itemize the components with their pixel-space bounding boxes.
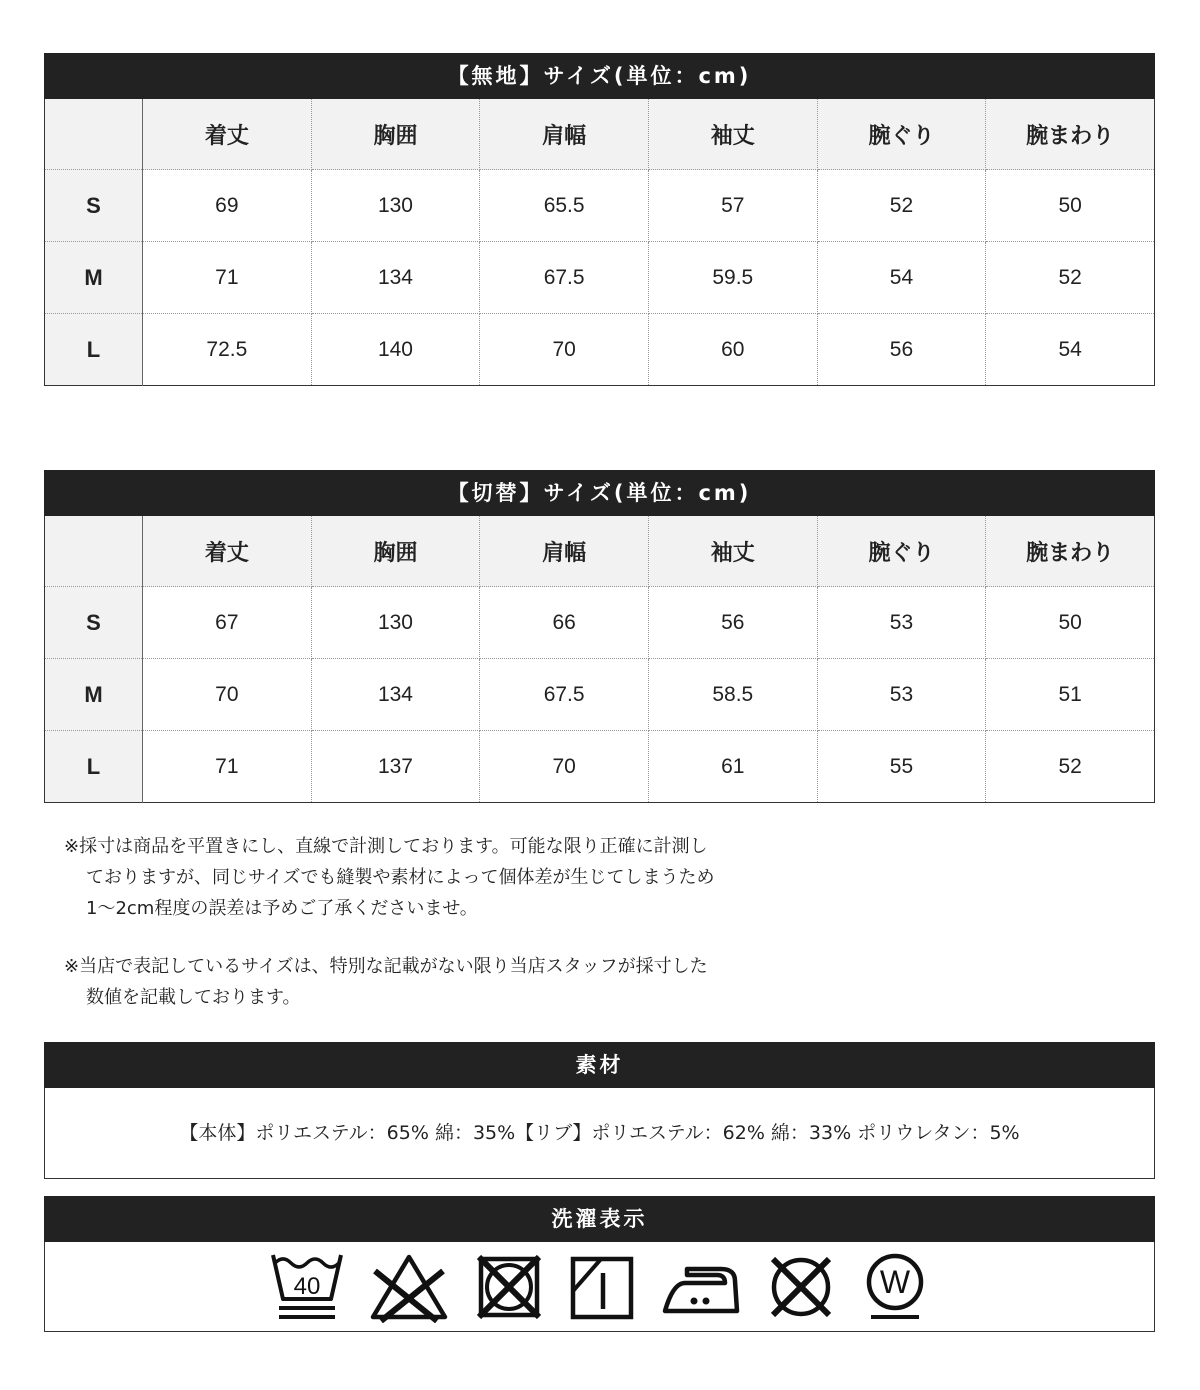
header-cell: 腕ぐり [817, 99, 986, 170]
size-label-cell: M [45, 659, 143, 731]
note-line: ※採寸は商品を平置きにし、直線で計測しております。可能な限り正確に計測し [64, 836, 708, 857]
no-bleach-icon [367, 1251, 451, 1323]
value-cell: 130 [311, 170, 480, 242]
value-cell: 59.5 [648, 242, 817, 314]
size-label-cell: M [45, 242, 143, 314]
value-cell: 54 [817, 242, 986, 314]
value-cell: 134 [311, 659, 480, 731]
value-cell: 56 [648, 587, 817, 659]
value-cell: 70 [480, 731, 649, 803]
table-header-row [45, 99, 1155, 170]
header-cell: 腕ぐり [817, 516, 986, 587]
size-table-plain-panel [44, 53, 1155, 386]
material-panel [44, 1042, 1155, 1179]
value-cell: 58.5 [648, 659, 817, 731]
size-table-switch [44, 516, 1155, 803]
size-label-cell: S [45, 170, 143, 242]
value-cell: 54 [1058, 337, 1082, 361]
wet-clean-letter: W [879, 1263, 910, 1300]
value-cell: 52 [1058, 754, 1082, 778]
value-cell: 69 [143, 170, 312, 242]
no-dry-clean-icon [765, 1251, 837, 1323]
iron-low-icon [659, 1251, 743, 1323]
value-cell: 140 [311, 314, 480, 386]
header-cell: 着丈 [143, 516, 312, 587]
value-cell: 56 [817, 314, 986, 386]
value-cell: 137 [311, 731, 480, 803]
value-cell: 67.5 [480, 659, 649, 731]
value-cell: 51 [986, 659, 1155, 731]
value-cell: 57 [648, 170, 817, 242]
table-row [45, 170, 1155, 242]
table-row [45, 242, 1155, 314]
value-cell: 61 [648, 731, 817, 803]
table-row [45, 587, 1155, 659]
no-tumble-dry-icon [473, 1251, 545, 1323]
size-label-cell: S [45, 587, 143, 659]
value-cell: 71 [143, 242, 312, 314]
table-row [45, 314, 1155, 386]
wash-40-gentle-icon [269, 1251, 345, 1323]
wet-clean-gentle-icon [859, 1251, 931, 1323]
header-cell: 袖丈 [648, 99, 817, 170]
note-line: ておりますが、同じサイズでも縫製や素材によって個体差が生じてしまうため [86, 867, 715, 888]
value-cell: 52 [817, 170, 986, 242]
value-cell: 53 [817, 587, 986, 659]
wash-temp-text: 40 [293, 1272, 320, 1300]
header-corner-cell [45, 99, 143, 170]
table-header-row [45, 516, 1155, 587]
table-row [45, 731, 1155, 803]
material-title: 素材 [44, 1042, 1155, 1088]
value-cell: 50 [986, 587, 1155, 659]
material-composition: 【本体】ポリエステル：65% 綿：35%【リブ】ポリエステル：62% 綿：33% ポリウレタン：5% [179, 1122, 1020, 1144]
staff-measurement-notes [64, 951, 824, 1013]
table-row [45, 659, 1155, 731]
header-cell: 着丈 [143, 99, 312, 170]
size-table-plain [44, 99, 1155, 386]
value-cell: 70 [480, 314, 649, 386]
value-cell: 70 [143, 659, 312, 731]
size-label-cell: L [45, 314, 143, 386]
value-cell: 72.5 [143, 314, 312, 386]
care-icons-row [45, 1242, 1154, 1331]
value-cell: 53 [817, 659, 986, 731]
header-cell: 胸囲 [311, 99, 480, 170]
value-cell: 66 [480, 587, 649, 659]
header-cell: 腕まわり [986, 99, 1155, 170]
note-line: 数値を記載しております。 [86, 987, 301, 1008]
header-cell: 肩幅 [480, 516, 649, 587]
value-cell: 52 [986, 242, 1155, 314]
value-cell: 134 [311, 242, 480, 314]
note-line: ※当店で表記しているサイズは、特別な記載がない限り当店スタッフが採寸した [64, 956, 708, 977]
header-cell: 胸囲 [311, 516, 480, 587]
header-cell: 腕まわり [986, 516, 1155, 587]
size-label-cell: L [45, 731, 143, 803]
care-panel [44, 1196, 1155, 1332]
value-cell: 50 [986, 170, 1155, 242]
note-line: 1〜2cm程度の誤差は予めご了承くださいませ。 [86, 898, 478, 919]
drip-dry-shade-icon [567, 1251, 637, 1323]
value-cell: 60 [648, 314, 817, 386]
size-table-plain-title: 【無地】サイズ(単位：cm) [44, 53, 1155, 99]
value-cell: 65.5 [480, 170, 649, 242]
value-cell: 67.5 [480, 242, 649, 314]
measurement-notes [64, 831, 824, 924]
header-cell: 肩幅 [480, 99, 649, 170]
value-cell: 67 [143, 587, 312, 659]
header-cell: 袖丈 [648, 516, 817, 587]
header-corner-cell [45, 516, 143, 587]
value-cell: 130 [311, 587, 480, 659]
value-cell: 55 [817, 731, 986, 803]
care-title: 洗濯表示 [44, 1196, 1155, 1242]
value-cell: 71 [143, 731, 312, 803]
size-table-switch-panel [44, 470, 1155, 803]
size-table-switch-title: 【切替】サイズ(単位：cm) [44, 470, 1155, 516]
